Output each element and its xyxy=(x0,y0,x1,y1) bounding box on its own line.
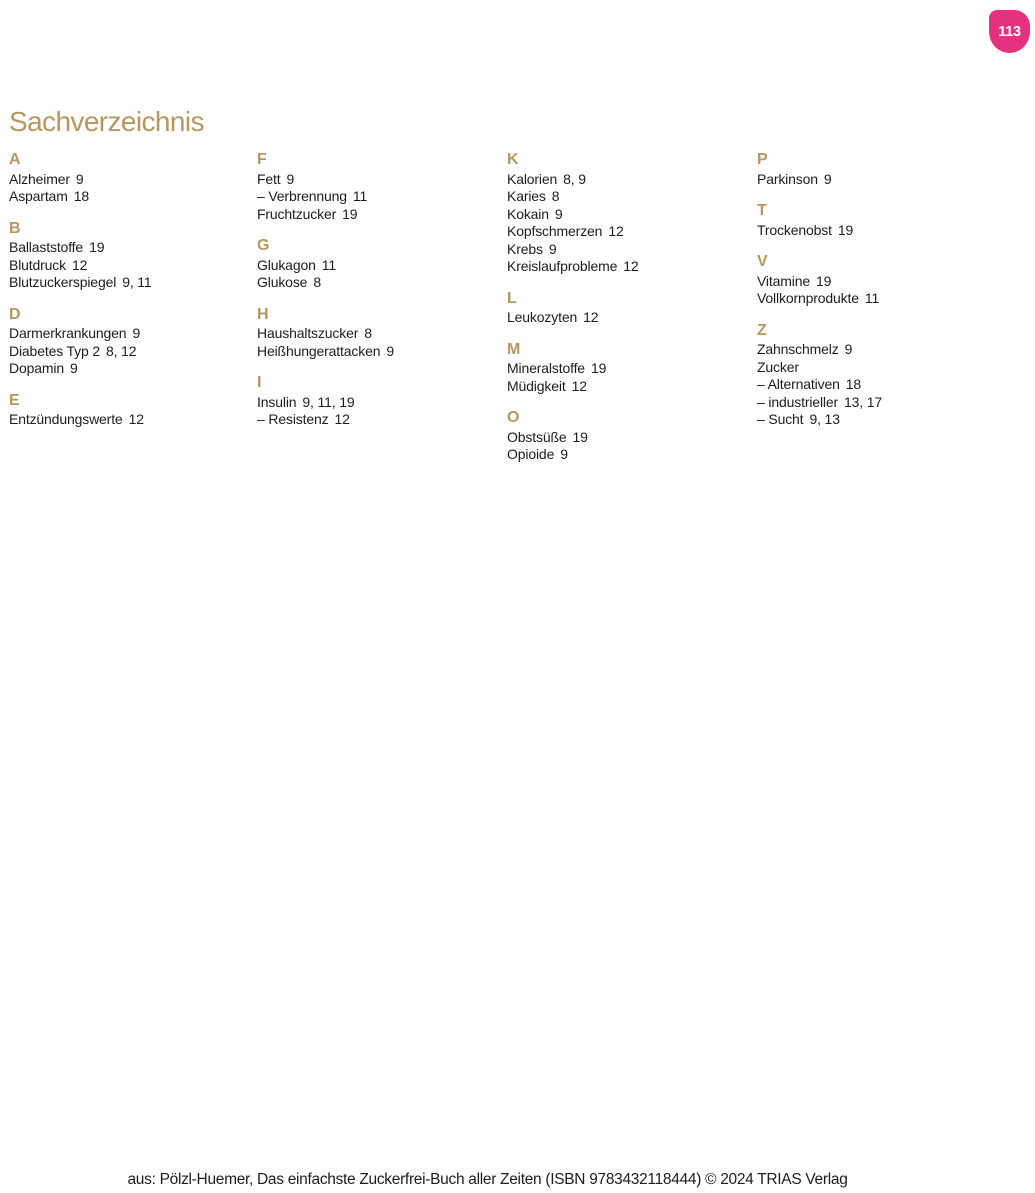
index-column xyxy=(757,151,1007,478)
entry-label: Leukozyten xyxy=(507,309,578,325)
letter-heading: I xyxy=(257,374,262,391)
entry-label: Fett xyxy=(257,170,281,187)
entry-pages: 9 xyxy=(554,205,563,222)
entry-label: Zucker xyxy=(757,358,799,375)
entry-pages: 19 xyxy=(590,360,607,376)
entry-label: Fruchtzucker xyxy=(257,205,337,222)
index-entry xyxy=(507,429,757,447)
letter-group xyxy=(9,220,257,292)
entry-pages: 9 xyxy=(823,170,832,187)
letter-heading: V xyxy=(757,253,768,270)
index-entry xyxy=(507,378,757,396)
letter-heading: K xyxy=(507,151,519,168)
entry-pages: 9 xyxy=(548,240,557,257)
letter-group xyxy=(9,392,257,429)
page-title: Sachverzeichnis xyxy=(9,106,204,137)
letter-group xyxy=(257,237,507,292)
entry-pages: 9 xyxy=(132,325,141,341)
letter-group xyxy=(257,151,507,223)
entry-label: Blutzuckerspiegel xyxy=(9,274,117,290)
entry-pages: 13, 17 xyxy=(844,393,883,410)
letter-heading: T xyxy=(757,202,767,219)
index-columns xyxy=(9,151,1007,478)
entry-label: Kopfschmerzen xyxy=(507,223,603,239)
entry-label: – Alternativen xyxy=(757,376,840,392)
index-entry xyxy=(257,206,507,224)
index-entry xyxy=(507,171,757,189)
entry-label: Haushaltszucker xyxy=(257,325,359,341)
entry-pages: 12 xyxy=(623,258,639,274)
entry-label: Zahnschmelz xyxy=(757,341,839,357)
letter-group xyxy=(757,253,1007,308)
letter-heading: Z xyxy=(757,321,767,339)
index-entry xyxy=(507,360,757,378)
index-entry xyxy=(507,206,757,224)
index-entry xyxy=(257,394,507,412)
letter-heading: G xyxy=(257,237,270,254)
letter-group xyxy=(257,306,507,361)
letter-heading: P xyxy=(757,151,768,168)
letter-heading: B xyxy=(9,219,21,237)
index-entry xyxy=(9,274,257,292)
entry-label: Kreislaufprobleme xyxy=(507,258,618,274)
letter-heading: L xyxy=(507,289,517,307)
entry-pages: 8 xyxy=(364,325,372,341)
index-entry xyxy=(9,257,257,275)
letter-group xyxy=(507,409,757,464)
index-entry xyxy=(257,411,507,429)
entry-pages: 9 xyxy=(560,446,568,462)
footer-credit: aus: Pölzl-Huemer, Das einfachste Zuckerfrei-Buch aller Zeiten (ISBN 9783432118444) © 2024 TRIAS Verlag xyxy=(127,1171,848,1188)
letter-group xyxy=(9,306,257,378)
index-entry xyxy=(257,325,507,343)
index-entry xyxy=(507,309,757,327)
index-entry xyxy=(257,343,507,361)
letter-heading: H xyxy=(257,305,269,323)
entry-label: Kalorien xyxy=(507,170,558,187)
entry-pages: 19 xyxy=(572,428,588,445)
entry-label: Glukose xyxy=(257,274,308,290)
letter-group xyxy=(757,322,1007,429)
entry-pages: 9, 13 xyxy=(809,411,840,427)
index-entry xyxy=(757,171,1007,189)
index-entry xyxy=(257,171,507,189)
entry-label: Heißhungerattacken xyxy=(257,342,381,359)
entry-label: Alzheimer xyxy=(9,170,70,187)
entry-label: – industrieller xyxy=(757,393,839,410)
entry-label: Trockenobst xyxy=(757,221,832,238)
entry-pages: 9 xyxy=(75,170,84,187)
index-entry xyxy=(757,290,1007,308)
entry-label: Kokain xyxy=(507,205,549,222)
index-entry xyxy=(9,325,257,343)
entry-pages: 9 xyxy=(386,342,395,359)
index-entry xyxy=(257,257,507,275)
entry-label: Obstsüße xyxy=(507,428,567,445)
index-entry xyxy=(9,411,257,429)
index-entry xyxy=(9,188,257,206)
entry-pages: 12 xyxy=(583,309,599,325)
letter-group xyxy=(757,151,1007,188)
entry-label: Vitamine xyxy=(757,272,811,289)
entry-pages: 8 xyxy=(551,188,560,204)
entry-pages: 19 xyxy=(816,272,832,289)
index-entry xyxy=(9,239,257,257)
index-entry xyxy=(757,411,1007,429)
entry-pages: 18 xyxy=(73,188,89,204)
index-entry xyxy=(507,446,757,464)
letter-heading: O xyxy=(507,409,520,426)
letter-heading: E xyxy=(9,391,20,409)
entry-label: – Resistenz xyxy=(257,411,329,427)
entry-pages: 12 xyxy=(128,411,144,427)
entry-label: Insulin xyxy=(257,393,297,410)
letter-group xyxy=(507,341,757,396)
entry-pages: 12 xyxy=(334,411,350,427)
entry-pages: 9 xyxy=(844,341,853,357)
letter-heading: D xyxy=(9,305,21,323)
entry-pages: 11 xyxy=(864,290,880,306)
entry-pages: 9 xyxy=(69,360,78,376)
entry-pages: 19 xyxy=(342,205,358,222)
entry-pages: 8 xyxy=(313,274,321,290)
entry-label: Blutdruck xyxy=(9,256,67,273)
entry-pages: 9, 11, 19 xyxy=(302,393,355,410)
index-entry xyxy=(257,274,507,292)
entry-label: Opioide xyxy=(507,446,555,462)
page-number-badge: 113 xyxy=(989,10,1030,53)
index-entry xyxy=(757,273,1007,291)
index-entry xyxy=(9,360,257,378)
entry-label: Ballaststoffe xyxy=(9,239,84,255)
entry-label: Vollkornprodukte xyxy=(757,290,859,306)
entry-label: Glukagon xyxy=(257,256,316,273)
entry-pages: 8, 12 xyxy=(106,342,137,359)
index-entry xyxy=(507,241,757,259)
entry-pages: 9, 11 xyxy=(122,274,152,290)
entry-label: – Verbrennung xyxy=(257,188,347,204)
letter-group xyxy=(757,202,1007,239)
index-column xyxy=(9,151,257,478)
entry-pages: 11 xyxy=(321,256,336,273)
letter-heading: F xyxy=(257,151,267,168)
entry-label: Krebs xyxy=(507,240,543,257)
entry-label: Dopamin xyxy=(9,360,64,376)
entry-label: Mineralstoffe xyxy=(507,360,585,376)
letter-heading: A xyxy=(9,151,21,168)
index-entry xyxy=(257,188,507,206)
index-entry xyxy=(9,171,257,189)
entry-pages: 9 xyxy=(286,170,295,187)
index-entry xyxy=(507,258,757,276)
index-entry xyxy=(9,343,257,361)
index-entry xyxy=(757,394,1007,412)
letter-group xyxy=(257,374,507,429)
index-entry xyxy=(757,222,1007,240)
entry-pages: 8, 9 xyxy=(563,170,586,187)
entry-label: – Sucht xyxy=(757,411,804,427)
index-entry xyxy=(507,188,757,206)
entry-pages: 11 xyxy=(352,188,368,204)
index-entry xyxy=(757,359,1007,377)
letter-group xyxy=(507,290,757,327)
entry-label: Diabetes Typ 2 xyxy=(9,342,101,359)
entry-label: Aspartam xyxy=(9,188,68,204)
index-column xyxy=(507,151,757,478)
letter-heading: M xyxy=(507,340,521,358)
entry-label: Müdigkeit xyxy=(507,377,566,394)
letter-group xyxy=(507,151,757,276)
index-entry xyxy=(507,223,757,241)
entry-pages: 19 xyxy=(837,221,854,238)
entry-pages: 12 xyxy=(608,223,624,239)
entry-pages: 12 xyxy=(72,256,88,273)
index-entry xyxy=(757,376,1007,394)
entry-label: Darmerkrankungen xyxy=(9,325,127,341)
entry-label: Entzündungswerte xyxy=(9,411,123,427)
entry-label: Parkinson xyxy=(757,170,818,187)
entry-pages: 12 xyxy=(571,377,587,394)
index-column xyxy=(257,151,507,478)
entry-label: Karies xyxy=(507,188,546,204)
index-entry xyxy=(757,341,1007,359)
letter-group xyxy=(9,151,257,206)
entry-pages: 18 xyxy=(845,376,862,392)
entry-pages: 19 xyxy=(89,239,105,255)
